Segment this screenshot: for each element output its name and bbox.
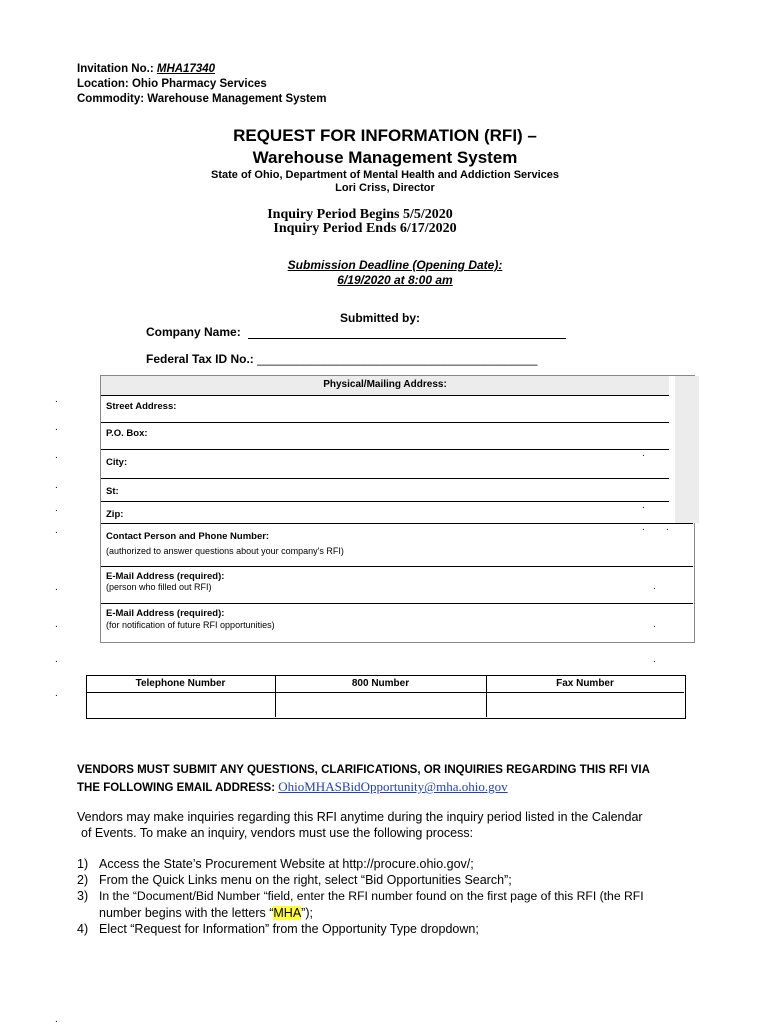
dot: .	[55, 503, 58, 514]
agency-name: State of Ohio, Department of Mental Health and Addiction Services	[211, 169, 559, 181]
step-3-cont-pre: number begins with the letters “	[99, 906, 274, 920]
fax-field[interactable]	[487, 693, 683, 716]
dot: .	[653, 654, 656, 665]
invitation-number: MHA17340	[156, 63, 216, 75]
address-side-bar	[669, 376, 699, 523]
dot: .	[55, 1014, 58, 1025]
dot: .	[55, 582, 58, 593]
divider	[101, 523, 693, 524]
notice-line2	[77, 779, 508, 795]
dot: .	[653, 619, 656, 630]
email2-note: (for notification of future RFI opportunities)	[106, 620, 275, 630]
email1-note: (person who filled out RFI)	[106, 582, 212, 592]
contact-label: Contact Person and Phone Number:	[106, 531, 270, 542]
city-label: City:	[106, 457, 128, 468]
dot: .	[55, 525, 58, 536]
email-link[interactable]: OhioMHASBidOpportunity@mha.ohio.gov	[278, 779, 508, 794]
federal-tax-line	[146, 352, 537, 366]
toll-free-field[interactable]	[276, 693, 485, 716]
telephone-header: Telephone Number	[135, 678, 226, 689]
paragraph-line2: of Events. To make an inquiry, vendors must use the following process:	[81, 826, 474, 840]
company-name-field[interactable]	[248, 324, 566, 339]
dot: .	[666, 522, 669, 533]
page-subtitle: Warehouse Management System	[252, 148, 518, 167]
dot: .	[55, 688, 58, 699]
dot: .	[642, 448, 645, 459]
contact-note: (authorized to answer questions about your company's RFI)	[106, 546, 344, 556]
divider	[101, 603, 693, 604]
step-3-cont-post: ”);	[301, 906, 313, 920]
deadline-value: 6/19/2020 at 8:00 am	[337, 273, 453, 287]
invitation-label: Invitation No.:	[77, 63, 157, 75]
step-text: In the “Document/Bid Number “field, enter the RFI number found on the first page of this RFI (the RFI	[99, 889, 644, 903]
divider	[101, 422, 669, 423]
highlight-mha: MHA	[273, 906, 302, 920]
step-text: Access the State’s Procurement Website at http://procure.ohio.gov/;	[99, 857, 474, 871]
company-name-label: Company Name:	[146, 325, 241, 339]
dot: .	[642, 500, 645, 511]
toll-free-header: 800 Number	[351, 678, 410, 689]
address-header: Physical/Mailing Address:	[323, 379, 447, 390]
fax-header: Fax Number	[556, 678, 614, 689]
step-number: 4)	[77, 922, 89, 936]
inquiry-ends: Inquiry Period Ends 6/17/2020	[273, 221, 457, 236]
page-title: REQUEST FOR INFORMATION (RFI) –	[233, 126, 537, 145]
dot: .	[55, 654, 58, 665]
deadline-label: Submission Deadline (Opening Date):	[287, 258, 503, 272]
telephone-field[interactable]	[87, 693, 274, 716]
divider	[101, 449, 669, 450]
dot: .	[55, 619, 58, 630]
dot: .	[642, 522, 645, 533]
step-text: From the Quick Links menu on the right, select “Bid Opportunities Search”;	[99, 873, 512, 887]
step-number: 3)	[77, 889, 89, 903]
zip-label: Zip:	[106, 509, 124, 520]
dot: .	[55, 422, 58, 433]
step-text: Elect “Request for Information” from the Opportunity Type dropdown;	[99, 922, 479, 936]
federal-tax-field[interactable]: __________________________________________	[257, 352, 538, 366]
dot: .	[55, 394, 58, 405]
notice-line1: VENDORS MUST SUBMIT ANY QUESTIONS, CLARIFICATIONS, OR INQUIRIES REGARDING THIS RFI VIA	[77, 764, 650, 776]
dot: .	[653, 581, 656, 592]
divider	[101, 501, 669, 502]
dot: .	[55, 450, 58, 461]
step-number: 1)	[77, 857, 89, 871]
email2-label: E-Mail Address (required):	[106, 608, 225, 619]
invitation-line	[77, 62, 215, 77]
inquiry-begins: Inquiry Period Begins 5/5/2020	[267, 207, 453, 222]
dot: .	[55, 480, 58, 491]
divider	[101, 478, 669, 479]
email1-label: E-Mail Address (required):	[106, 571, 225, 582]
paragraph-line1: Vendors may make inquiries regarding this RFI anytime during the inquiry period listed in the Calendar	[77, 810, 643, 824]
divider	[101, 566, 693, 567]
federal-tax-label: Federal Tax ID No.:	[146, 352, 258, 366]
step-number: 2)	[77, 873, 89, 887]
commodity-line: Commodity: Warehouse Management System	[77, 93, 327, 105]
po-box-label: P.O. Box:	[106, 428, 148, 439]
director-name: Lori Criss, Director	[335, 182, 435, 194]
street-label: Street Address:	[106, 401, 177, 412]
st-label: St:	[106, 486, 119, 497]
submitted-by-label: Submitted by:	[340, 311, 420, 325]
notice-prefix: THE FOLLOWING EMAIL ADDRESS:	[77, 782, 279, 794]
location-line: Location: Ohio Pharmacy Services	[77, 78, 267, 90]
step-3-continuation	[99, 905, 313, 921]
